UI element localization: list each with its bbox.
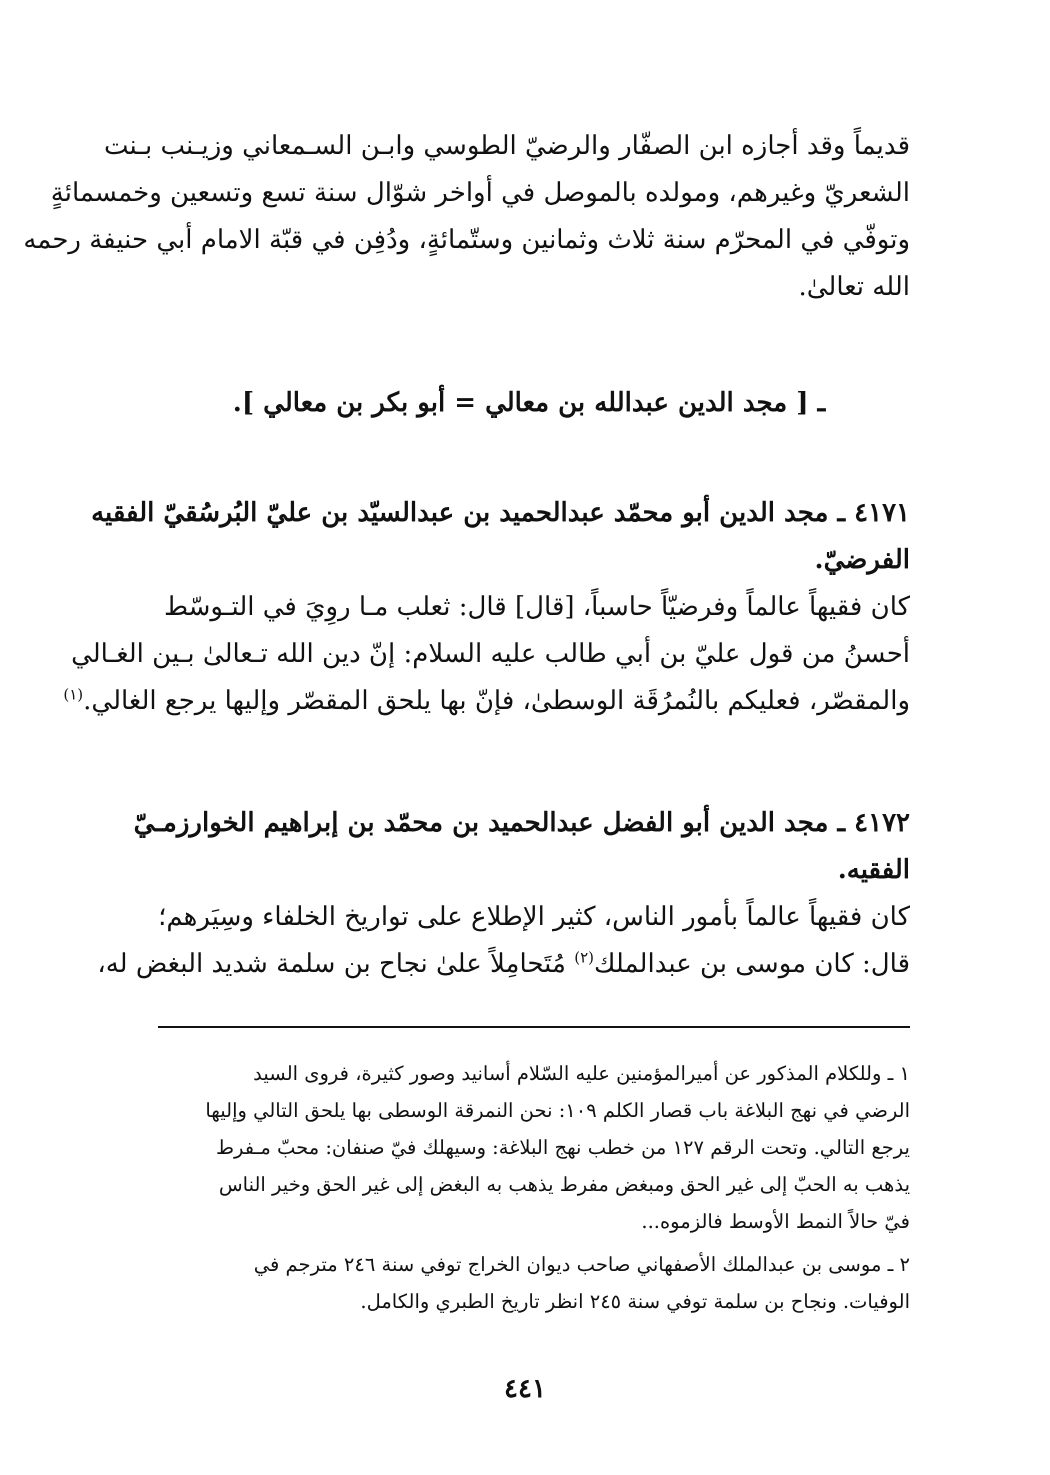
footnote-line: يذهب به الحبّ إلى غير الحق ومبغض مفرط يذهب به البغض إلى غير الحق وخير الناس <box>218 1173 910 1196</box>
footnote-1 <box>158 1055 910 1240</box>
entry-title-line: ٤١٧٢ ـ مجد الدين أبو الفضل عبدالحميد بن محمّد بن إبراهيم الخوارزمـيّ <box>133 808 910 838</box>
footnote-ref-2: (٢) <box>574 948 594 967</box>
footnote-2 <box>158 1246 910 1320</box>
entry-text: مُتَحامِلاً علىٰ نجاح بن سلمة شديد البغض له، <box>97 949 575 979</box>
entry-text-line: أحسنُ من قول عليّ بن أبي طالب عليه السلام: إنّ دين الله تـعالىٰ بـين الغـالي <box>71 639 910 669</box>
entry-text-line: كان فقيهاً عالماً وفرضيّاً حاسباً، [قال] قال: ثعلب مـا روِيَ في التـوسّط <box>163 592 910 622</box>
footnote-divider <box>158 1026 910 1028</box>
footnote-line: الوفيات. ونجاح بن سلمة توفي سنة ٢٤٥ انظر تاريخ الطبري والكامل. <box>360 1290 910 1313</box>
entry-title-line: الفقيه. <box>837 855 910 885</box>
entry-text-line <box>63 678 910 725</box>
footnote-line: ١ ـ وللكلام المذكور عن أميرالمؤمنين عليه السّلام أسانيد وصور كثيرة، فروى السيد <box>253 1062 910 1085</box>
entry-4172 <box>97 800 910 988</box>
intro-line: الشعريّ وغيرهم، ومولده بالموصل في أواخر شوّال سنة تسع وتسعين وخمسمائةٍ <box>50 178 910 208</box>
entry-text-line <box>97 941 910 988</box>
entry-text: والمقصّر، فعليكم بالنُمرُقَة الوسطىٰ، فإنّ بها يلحق المقصّر وإليها يرجع الغالي. <box>83 686 910 716</box>
intro-line: وتوفّي في المحرّم سنة ثلاث وثمانين وستّمائةٍ، ودُفِن في قبّة الامام أبي حنيفة رحمه <box>23 225 910 255</box>
entry-title-line: ٤١٧١ ـ مجد الدين أبو محمّد عبدالحميد بن عبدالسيّد بن عليّ البُرسُقيّ الفقيه <box>91 498 910 528</box>
entry-title-line: الفرضيّ. <box>814 545 910 575</box>
footnote-line: الرضي في نهج البلاغة باب قصار الكلم ١٠٩: نحن النمرقة الوسطى بها يلحق التالي وإليها <box>205 1099 910 1122</box>
page-number: ٤٤١ <box>504 1374 546 1404</box>
entry-text-line: كان فقيهاً عالماً بأمور الناس، كثير الإطلاع على تواريخ الخلفاء وسِيَرهم؛ <box>158 902 910 932</box>
intro-line: الله تعالىٰ. <box>798 272 910 302</box>
intro-paragraph <box>23 123 910 311</box>
entry-4171 <box>63 490 910 725</box>
intro-line: قديماً وقد أجازه ابن الصفّار والرضيّ الطوسي وابـن السـمعاني وزيـنب بـنت <box>103 131 910 161</box>
footnote-line: فيّ حالاً النمط الأوسط فالزموه... <box>641 1210 910 1233</box>
footnote-ref-1: (١) <box>63 685 84 704</box>
entry-text: قال: كان موسى بن عبدالملك <box>594 949 910 979</box>
footnotes <box>158 1055 910 1320</box>
footnote-line: يرجع التالي. وتحت الرقم ١٢٧ من خطب نهج البلاغة: وسيهلك فيّ صنفان: محبّ مـفرط <box>215 1136 910 1159</box>
footnote-line: ٢ ـ موسى بن عبدالملك الأصفهاني صاحب ديوان الخراج توفي سنة ٢٤٦ مترجم في <box>253 1253 910 1276</box>
cross-reference: ـ [ مجد الدين عبدالله بن معالي = أبو بكر بن معالي ]. <box>232 388 826 418</box>
